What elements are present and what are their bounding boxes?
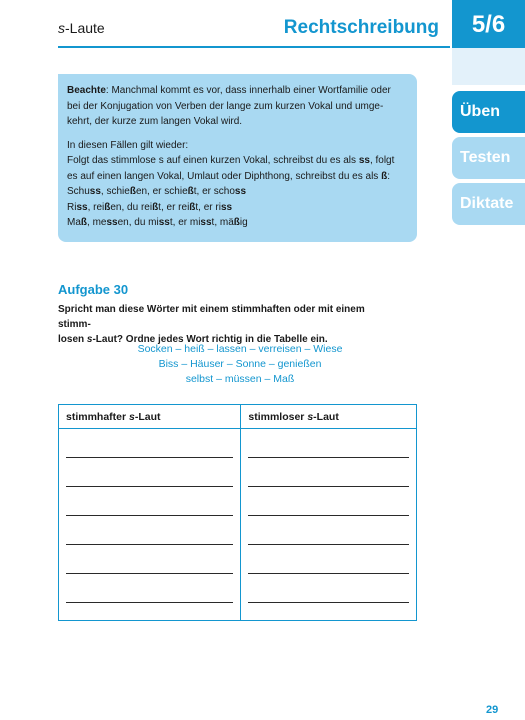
info-box (58, 74, 417, 242)
ex1-seg4: en, er schie (135, 186, 188, 197)
word-list-line2: Biss – Häuser – Sonne – genießen (158, 358, 322, 370)
answer-line[interactable] (66, 487, 233, 516)
ex3-seg3: ss (106, 217, 118, 228)
task-line2-pre: losen (58, 334, 87, 345)
answer-line[interactable] (66, 545, 233, 574)
col1-post: -Laut (134, 410, 161, 423)
col1-s: s (129, 410, 135, 423)
ex3-seg8: t, mä (211, 217, 234, 228)
ex1-seg0: Schu (67, 186, 90, 197)
col2-s: s (307, 410, 314, 423)
answer-column-voiceless[interactable] (241, 429, 417, 621)
ex3-seg4: en, du mi (117, 217, 159, 228)
tab-ueben[interactable]: Üben (452, 91, 525, 133)
ex3-seg6: t, er mi (169, 217, 201, 228)
grade-badge: 5/6 (452, 0, 525, 48)
tab-diktate[interactable]: Diktate (452, 183, 525, 225)
rule-line3-sz: ß (381, 170, 388, 182)
tab-testen[interactable]: Testen (452, 137, 525, 179)
ex3-seg10: ig (239, 217, 248, 228)
ex2-seg4: en, du rei (110, 201, 153, 213)
task-instructions (58, 302, 388, 347)
info-intro-line2: bei der Konjugation von Verben der lange zum kurzen Vokal und umge- (67, 100, 384, 112)
col2-post: -Laut (313, 410, 339, 423)
subject-title: Rechtschreibung (283, 17, 439, 38)
page-number: 29 (486, 704, 499, 716)
rule-line2-end: , folgt (369, 155, 395, 166)
answer-line[interactable] (66, 574, 233, 603)
ex3-seg7: ss (200, 217, 212, 228)
ex2-seg1: ss (76, 201, 88, 213)
rule-line3-text: es auf einen langen Vokal, Umlaut oder Diphthong, schreibst du es als (67, 170, 382, 182)
ex3-seg2: , me (87, 217, 107, 228)
example-line-2 (67, 200, 405, 216)
ex1-seg7: ss (234, 186, 247, 197)
word-list (90, 342, 390, 387)
info-rule (67, 138, 405, 231)
answer-line[interactable] (248, 487, 409, 516)
ex1-seg5: ß (187, 186, 194, 197)
ex2-seg8: t, er ri (195, 201, 221, 213)
header-rule (58, 46, 450, 48)
ex2-seg5: ß (152, 201, 159, 213)
section-title-italic: s (58, 20, 65, 36)
ex3-seg5: ss (158, 217, 170, 228)
task-line2-post: -Laut? Ordne jedes Wort richtig in die Tabelle ein. (92, 334, 328, 345)
answer-line[interactable] (66, 458, 233, 487)
info-intro (67, 83, 405, 130)
answer-line[interactable] (248, 429, 409, 458)
grade-badge-extension (452, 48, 525, 85)
answer-line[interactable] (66, 429, 233, 458)
col2-pre: stimmloser (248, 410, 308, 423)
answer-line[interactable] (248, 516, 409, 545)
rule-line2-text: Folgt das stimmlose s auf einen kurzen Vokal, schreibst du es als (67, 155, 359, 166)
ex2-seg9: ss (220, 201, 233, 213)
word-list-line1: Socken – heiß – lassen – verreisen – Wiese (137, 343, 343, 355)
page-header (0, 0, 525, 50)
word-list-line3: selbst – müssen – Maß (185, 373, 295, 385)
rule-line3-end: : (387, 170, 390, 182)
task-instructions-line1: Spricht man diese Wörter mit einem stimmhaften oder mit einem stimm- (58, 304, 365, 330)
ex3-seg0: Ma (67, 217, 81, 228)
answer-line[interactable] (248, 458, 409, 487)
task-line2-s: s (86, 334, 93, 345)
col1-pre: stimmhafter (66, 410, 130, 423)
rule-line3 (67, 169, 405, 185)
answer-line[interactable] (66, 516, 233, 545)
info-intro-line3: kehrt, der kurze zum langen Vokal wird. (67, 116, 243, 127)
ex1-seg6: t, er scho (193, 186, 235, 197)
ex3-seg1: ß (80, 217, 88, 228)
ex1-seg2: , schie (100, 186, 130, 197)
ex2-seg2: , rei (87, 201, 105, 213)
section-title-rest: -Laute (65, 20, 105, 36)
example-line-1 (67, 184, 405, 200)
info-intro-line1: : Manchmal kommt es vor, dass innerhalb einer Wortfamilie oder (105, 85, 391, 96)
answer-table (58, 404, 417, 621)
rule-line2-ss: ss (358, 155, 370, 166)
example-line-3 (67, 215, 405, 231)
column-header-voiceless (241, 405, 417, 429)
ex2-seg6: t, er rei (158, 201, 190, 213)
answer-line[interactable] (248, 574, 409, 603)
rule-line1: In diesen Fällen gilt wieder: (67, 139, 189, 151)
ex2-seg0: Ri (67, 201, 77, 213)
ex3-seg9: ß (233, 217, 240, 228)
info-label: Beachte (67, 85, 106, 96)
ex2-seg3: ß (104, 201, 111, 213)
column-header-voiced (59, 405, 241, 429)
section-title (58, 20, 105, 36)
ex1-seg3: ß (129, 186, 136, 197)
answer-line[interactable] (248, 545, 409, 574)
rule-line2 (67, 153, 405, 169)
ex2-seg7: ß (189, 201, 196, 213)
answer-column-voiced[interactable] (59, 429, 241, 621)
task-title: Aufgabe 30 (58, 282, 129, 297)
ex1-seg1: ss (89, 186, 101, 197)
